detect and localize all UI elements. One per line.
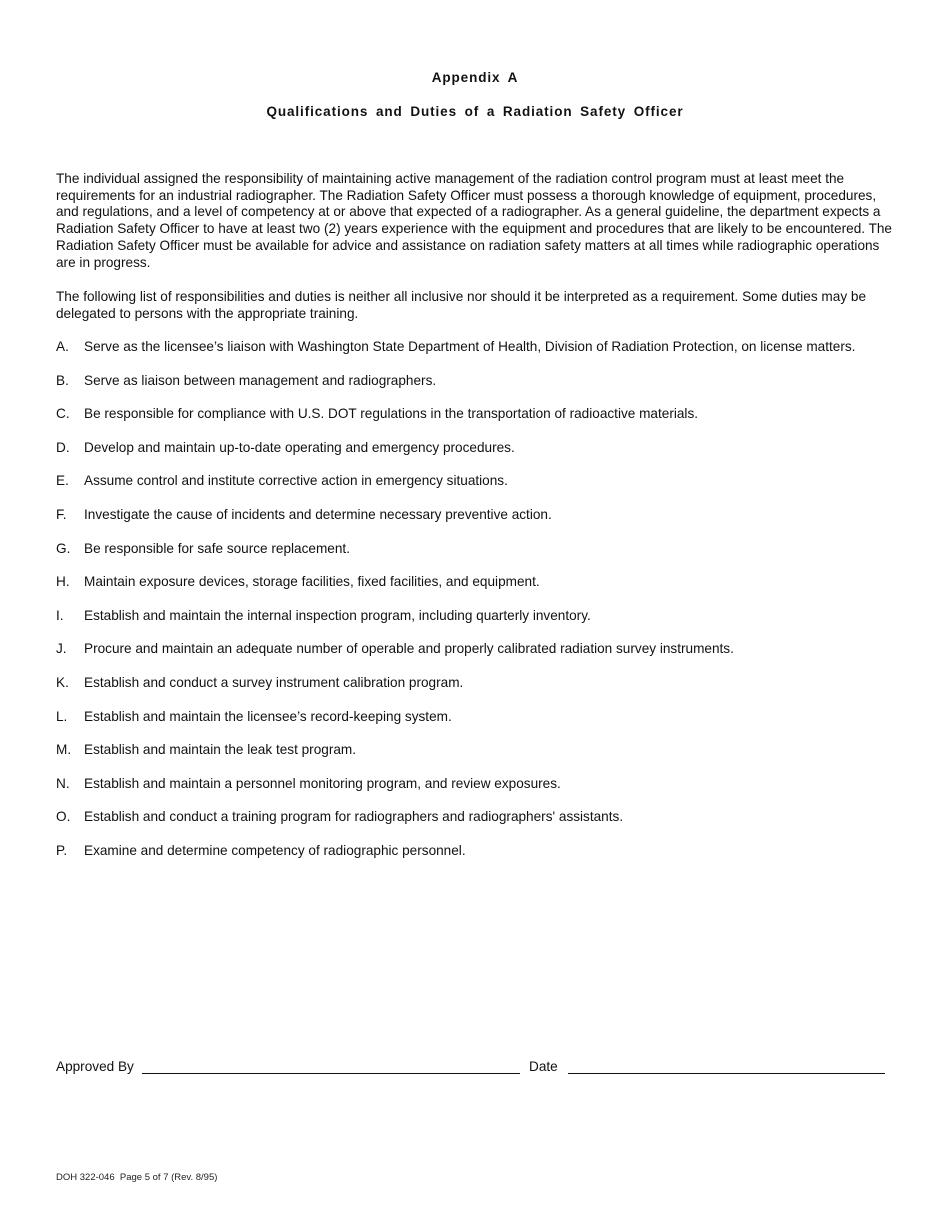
duty-text: Establish and maintain the leak test program. (84, 742, 357, 758)
date-label: Date (529, 1059, 558, 1074)
duty-letter: C. (56, 406, 70, 422)
duty-text: Maintain exposure devices, storage facilities, fixed facilities, and equipment. (84, 574, 540, 590)
duty-item (56, 339, 916, 373)
duty-text: Be responsible for compliance with U.S. DOT regulations in the transportation of radioactive materials. (84, 406, 699, 422)
duty-letter: E. (56, 473, 69, 489)
duty-item (56, 776, 916, 810)
duty-text: Establish and maintain a personnel monitoring program, and review exposures. (84, 775, 561, 791)
duty-text: Investigate the cause of incidents and determine necessary preventive action. (84, 506, 552, 522)
duty-letter: A. (56, 339, 69, 354)
duty-text: Develop and maintain up-to-date operating and emergency procedures. (84, 439, 515, 455)
duty-item (56, 406, 916, 440)
date-signature-line[interactable] (568, 1073, 885, 1074)
duty-item (56, 541, 916, 575)
duty-text: Procure and maintain an adequate number of operable and properly calibrated radiation survey instruments. (84, 641, 734, 657)
duty-letter: O. (56, 809, 71, 825)
duty-text: Assume control and institute corrective action in emergency situations. (84, 473, 508, 489)
duty-letter: L. (56, 708, 68, 724)
approved-by-signature-line[interactable] (142, 1073, 520, 1074)
duty-item (56, 709, 916, 743)
duty-letter: P. (56, 842, 68, 858)
duty-text: Establish and conduct a survey instrument calibration program. (84, 674, 464, 690)
duty-letter: B. (56, 372, 69, 388)
duty-item (56, 675, 916, 709)
page-footer: DOH 322-046 Page 5 of 7 (Rev. 8/95) (56, 1172, 218, 1183)
duty-item (56, 440, 916, 474)
duty-letter: K. (56, 674, 69, 690)
duty-text: Serve as liaison between management and radiographers. (84, 372, 437, 388)
document-subtitle: Qualifications and Duties of a Radiation Safety Officer (266, 104, 684, 119)
duty-letter: D. (56, 439, 70, 455)
duty-text: Establish and maintain the licensee’s record-keeping system. (84, 708, 452, 724)
duty-item (56, 809, 916, 843)
duty-item (56, 843, 916, 877)
duties-list (56, 339, 916, 877)
duty-item (56, 641, 916, 675)
approved-by-label: Approved By (56, 1059, 134, 1074)
duty-item (56, 507, 916, 541)
approval-section (56, 1059, 896, 1079)
duty-letter: M. (56, 742, 72, 758)
duty-letter: G. (56, 540, 71, 556)
appendix-title: Appendix A (431, 70, 519, 85)
duty-item (56, 373, 916, 407)
duty-item (56, 742, 916, 776)
duty-item (56, 473, 916, 507)
duty-item (56, 574, 916, 608)
duty-letter: F. (56, 506, 67, 522)
duty-letter: I. (56, 607, 64, 623)
duty-letter: J. (56, 641, 67, 657)
duty-text: Be responsible for safe source replacement. (84, 540, 350, 556)
duty-letter: H. (56, 574, 70, 590)
intro-paragraph: The individual assigned the responsibility of maintaining active management of the radiation control program must at least meet the requirements for an industrial radiographer. The Radiation Safety Officer must possess a thorough knowledge of equipment, procedures, and regulations, and a level of competency at or above that expected of a radiographer. As a general guideline, the department expects a Radiation Safety Officer to have at least two (2) years experience with the equipment and procedures that are likely to be encountered. The Radiation Safety Officer must be available for advice and assistance on radiation safety matters at all times while radiographic operations are in progress. (56, 171, 892, 270)
duty-text: Establish and maintain the internal inspection program, including quarterly inventory. (84, 607, 591, 623)
list-intro-paragraph: The following list of responsibilities and duties is neither all inclusive nor should it be interpreted as a requirement. Some duties may be delegated to persons with the appropriate training. (56, 289, 867, 321)
duty-letter: N. (56, 775, 70, 791)
duty-text: Examine and determine competency of radiographic personnel. (84, 842, 466, 858)
duty-item (56, 608, 916, 642)
duty-text: Establish and conduct a training program for radiographers and radiographers' assistants. (84, 809, 624, 825)
duty-text: Serve as the licensee’s liaison with Washington State Department of Health, Division of Radiation Protection, on license matters. (84, 339, 856, 354)
